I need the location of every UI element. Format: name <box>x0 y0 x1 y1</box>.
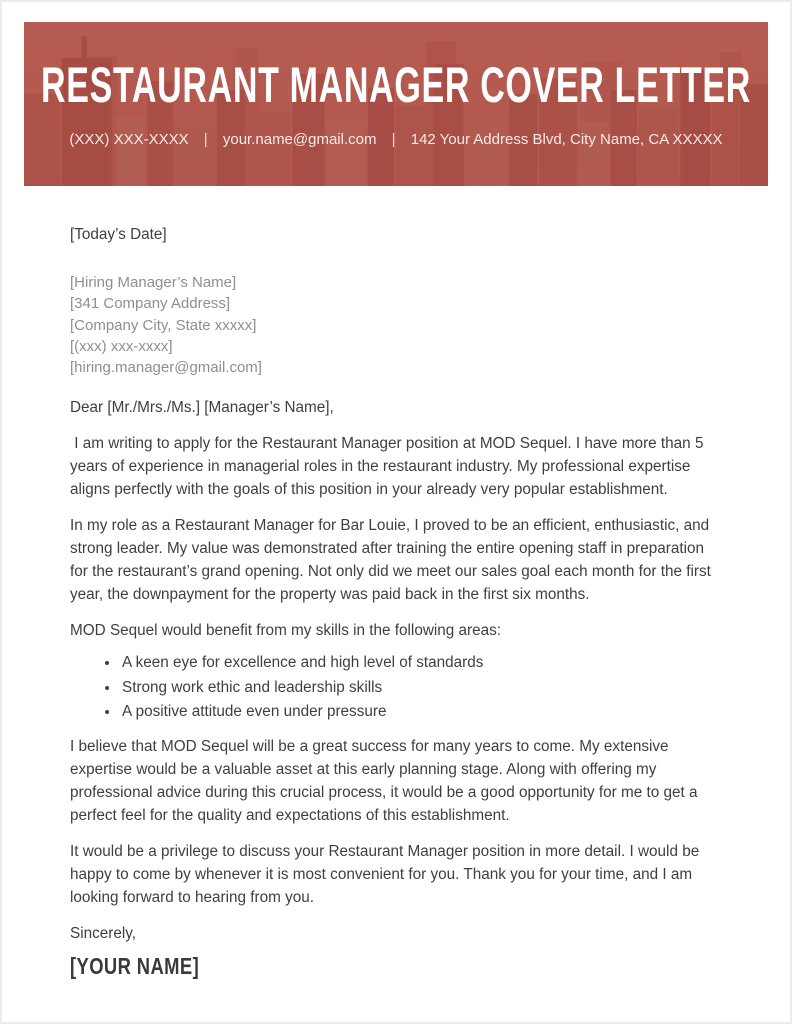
contact-separator: | <box>203 131 208 148</box>
recipient-line-email: [hiring.manager@gmail.com] <box>70 359 262 377</box>
recipient-block <box>70 272 722 378</box>
banner-content <box>24 22 768 186</box>
contact-email: your.name@gmail.com <box>222 131 377 148</box>
contact-info <box>69 131 722 148</box>
contact-phone: (XXX) XXX-XXXX <box>69 131 189 148</box>
recipient-line-city: [Company City, State xxxxx] <box>70 316 257 334</box>
letter-header <box>24 22 768 186</box>
signoff: Sincerely, <box>70 924 137 942</box>
paragraph-value: I believe that MOD Sequel will be a great success for many years to come. My extensive expertise would be a valuable asset at this early planning stage. Along with offering my professional advice during this crucial process, it would be a good opportunity for me to get a perfect feel for the quality and expectations of this establishment. <box>70 738 702 824</box>
salutation: Dear [Mr./Mrs./Ms.] [Manager’s Name], <box>70 399 334 417</box>
recipient-line-address: [341 Company Address] <box>70 295 231 313</box>
skills-list <box>70 652 722 723</box>
signature <box>70 952 722 979</box>
paragraph-intro: I am writing to apply for the Restaurant Manager position at MOD Sequel. I have more than 5 years of experience in managerial roles in the restaurant industry. My professional expertise aligns perfectly with the goals of this position in your already very popular establishment. <box>70 435 708 499</box>
skill-item: • A positive attitude even under pressure <box>120 701 722 723</box>
skill-item: • A keen eye for excellence and high level of standards <box>120 652 722 674</box>
date-line: [Today’s Date] <box>70 226 167 243</box>
contact-separator: | <box>391 131 396 148</box>
skill-item: • Strong work ethic and leadership skills <box>120 677 722 699</box>
contact-address: 142 Your Address Blvd, City Name, CA XXXXX <box>410 131 723 148</box>
paragraph-closing: It would be a privilege to discuss your Restaurant Manager position in more detail. I would be happy to come by whenever it is most convenient for you. Thank you for your time, and I am looking forward to hearing from you. <box>70 842 704 906</box>
paragraph-experience: In my role as a Restaurant Manager for Bar Louie, I proved to be an efficient, enthusiastic, and strong leader. My value was demonstrated after training the entire opening staff in preparation for the restaurant’s grand opening. Not only did we meet our sales goal each month for the first year, the downpayment for the property was paid back in the first six months. <box>70 517 716 603</box>
signature-name: [YOUR NAME] <box>70 952 200 979</box>
recipient-line-name: [Hiring Manager’s Name] <box>70 273 237 291</box>
skills-intro: MOD Sequel would benefit from my skills in the following areas: <box>70 621 502 639</box>
page-title <box>24 57 768 113</box>
letter-body <box>2 224 790 978</box>
recipient-line-phone: [(xxx) xxx-xxxx] <box>70 337 173 355</box>
page-title-text: RESTAURANT MANAGER COVER LETTER <box>41 57 751 113</box>
